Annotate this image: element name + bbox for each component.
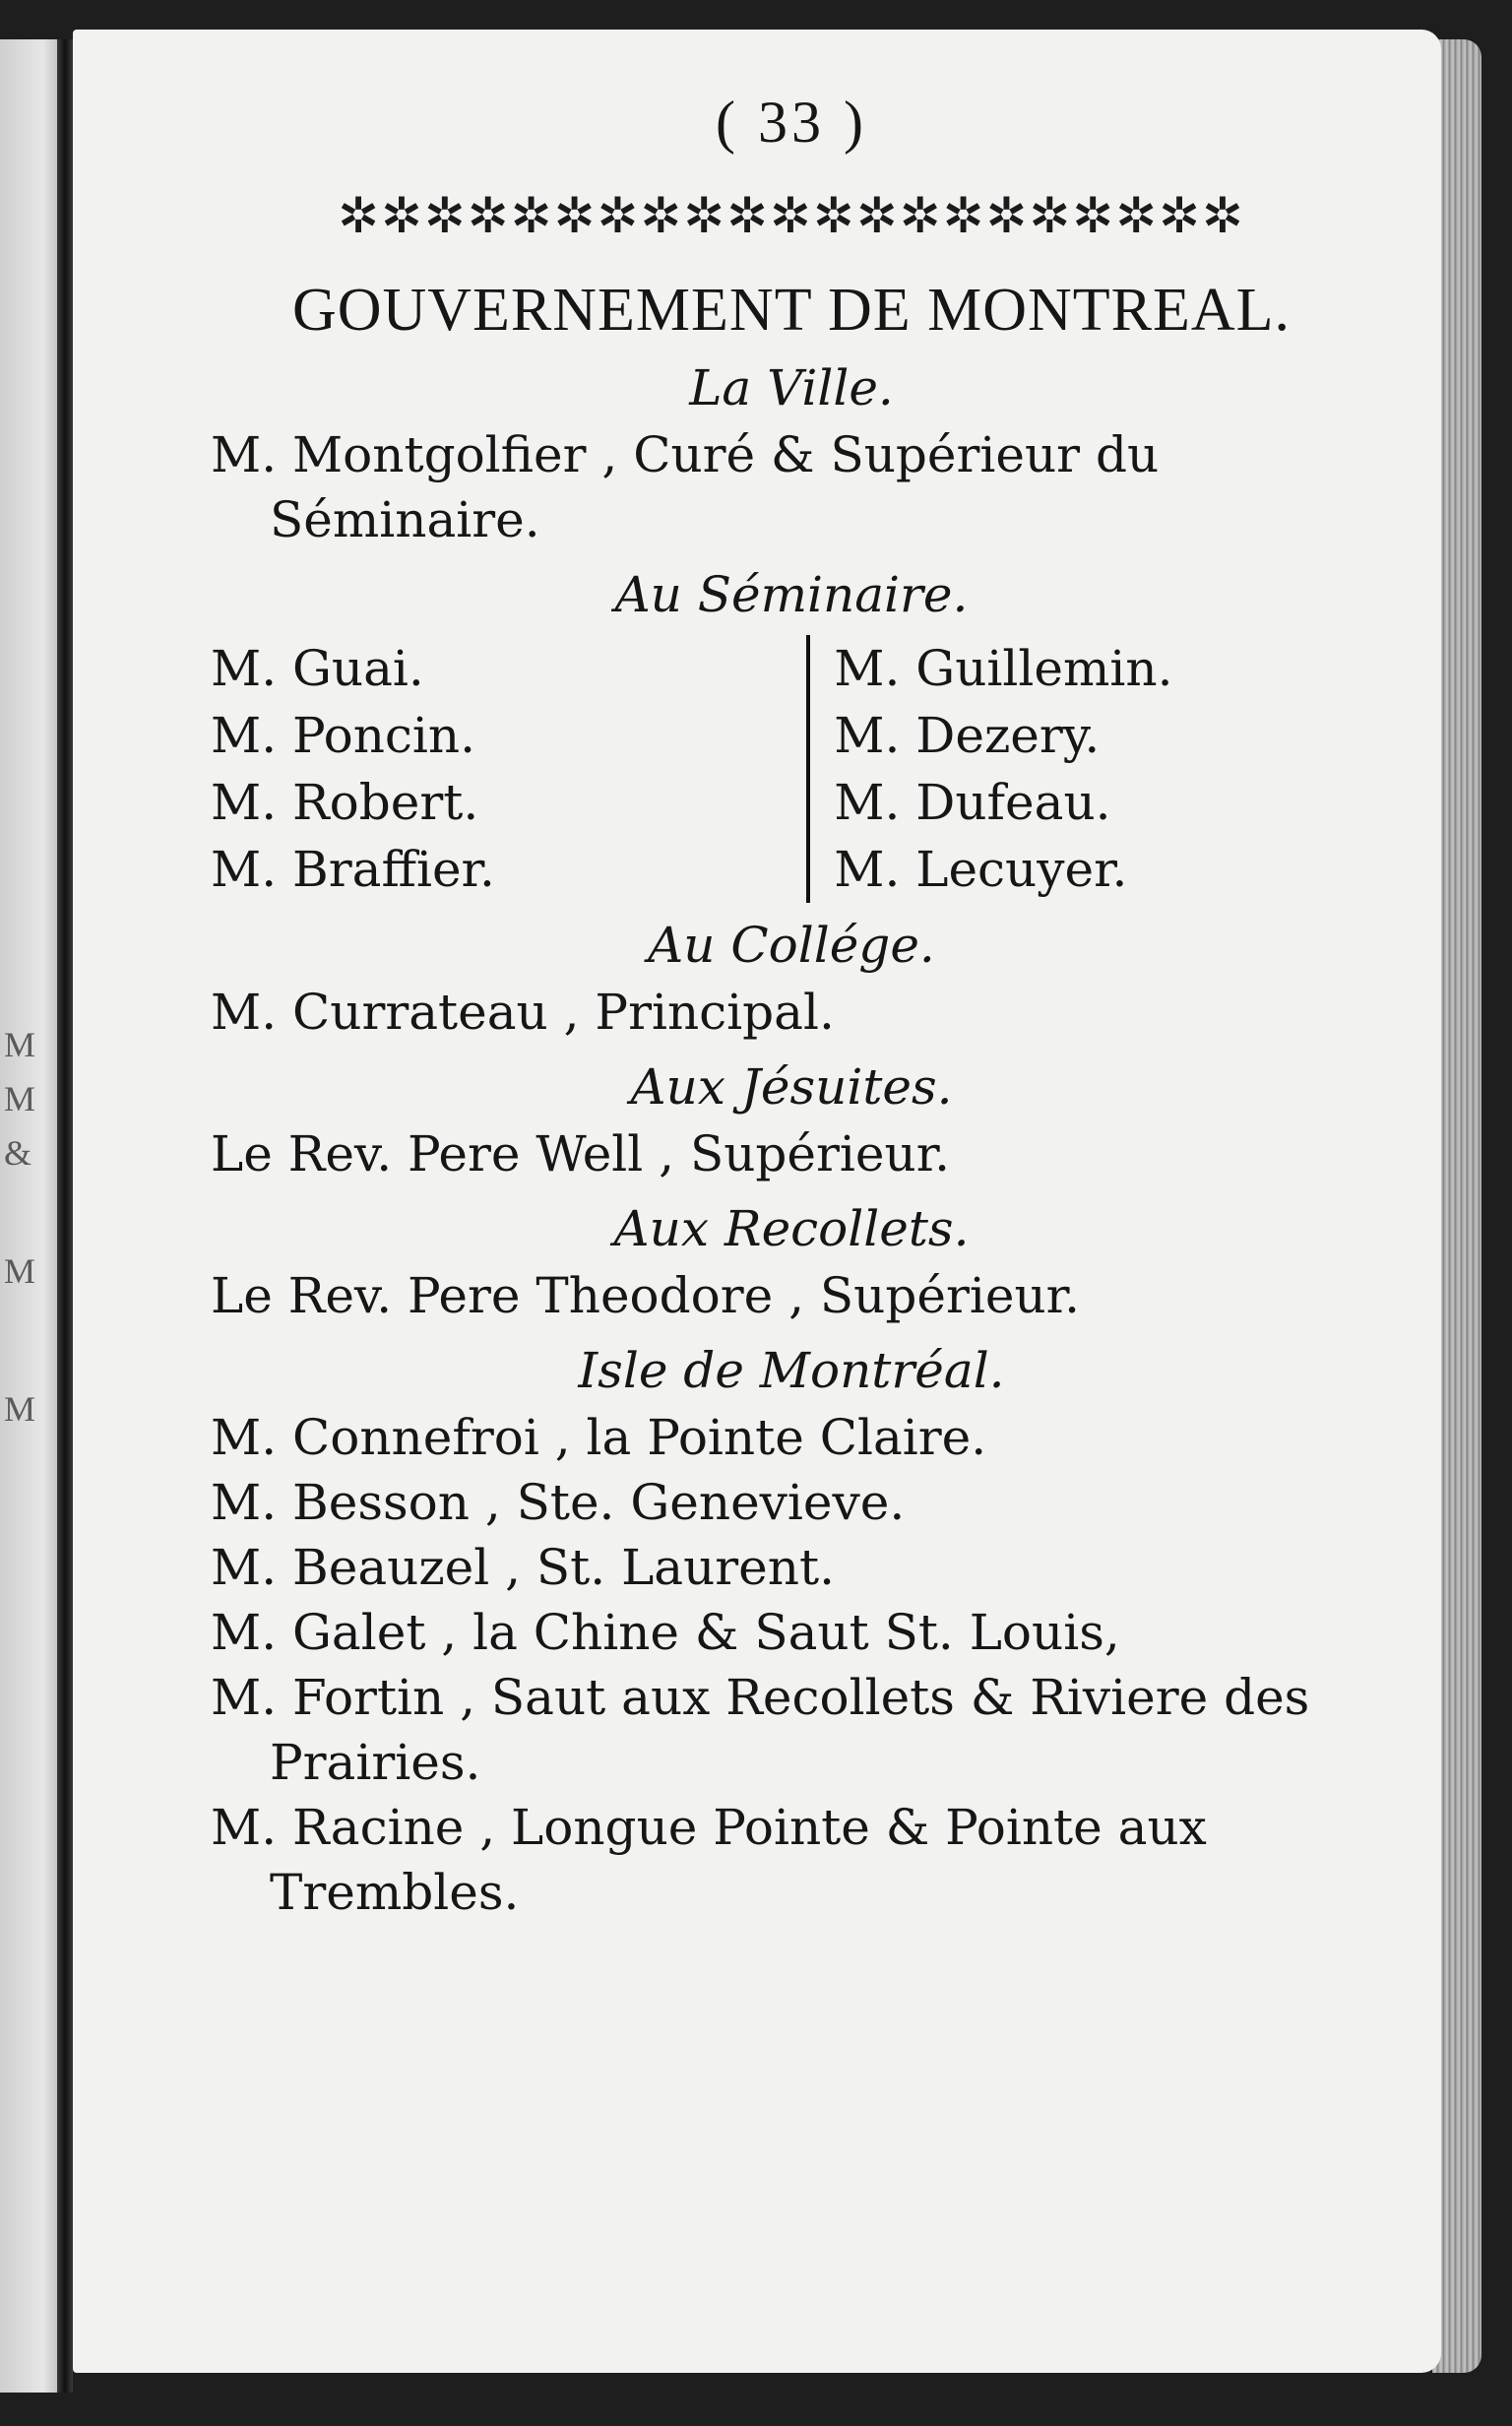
- entry: M. Braffier.: [211, 841, 495, 898]
- entry: M. Galet , la Chine & Saut St. Louis,: [211, 1604, 1120, 1661]
- entry: M. Poncin.: [211, 707, 475, 764]
- edge-letter: M: [4, 1025, 36, 1064]
- entry: M. Currateau , Principal.: [211, 984, 835, 1041]
- section-heading-college: Au Collége.: [648, 917, 935, 974]
- section-heading-jesuites: Aux Jésuites.: [630, 1058, 953, 1116]
- edge-letter: M: [4, 1389, 36, 1429]
- page-number: ( 33 ): [716, 90, 867, 155]
- edge-letter: M: [4, 1079, 36, 1118]
- page-title: GOUVERNEMENT DE MONTREAL.: [291, 277, 1292, 344]
- entry: M. Montgolfier , Curé & Supérieur du Séminaire.: [211, 426, 1160, 548]
- entry: M. Fortin , Saut aux Recollets & Riviere des Prairies.: [211, 1669, 1310, 1791]
- entry: M. Robert.: [211, 774, 479, 831]
- book-page: [73, 30, 1441, 2373]
- section-heading-recollets: Aux Recollets.: [613, 1200, 970, 1257]
- book-gutter: [57, 39, 73, 2393]
- edge-letter: M: [4, 1251, 36, 1291]
- entry: M. Beauzel , St. Laurent.: [211, 1539, 835, 1596]
- entry: M. Dezery.: [834, 707, 1101, 764]
- entry: M. Lecuyer.: [834, 841, 1128, 898]
- previous-page-edge: [0, 39, 61, 2393]
- section-heading-ville: La Ville.: [689, 359, 894, 416]
- entry: Le Rev. Pere Theodore , Supérieur.: [211, 1267, 1080, 1324]
- entry: Le Rev. Pere Well , Supérieur.: [211, 1125, 951, 1182]
- edge-letter: &: [4, 1133, 32, 1173]
- ornament-band: ✲✲✲✲✲✲✲✲✲✲✲✲✲✲✲✲✲✲✲✲✲: [338, 187, 1245, 244]
- section-heading-seminaire: Au Séminaire.: [614, 566, 969, 623]
- entry: M. Guai.: [211, 640, 424, 697]
- entry: M. Dufeau.: [834, 774, 1111, 831]
- page-content: [211, 89, 1372, 1925]
- section-heading-isle: Isle de Montréal.: [578, 1342, 1005, 1399]
- entry: M. Connefroi , la Pointe Claire.: [211, 1409, 987, 1466]
- entry: M. Racine , Longue Pointe & Pointe aux Trembles.: [211, 1799, 1207, 1921]
- entry: M. Guillemin.: [834, 640, 1173, 697]
- seminaire-left-column: [211, 635, 806, 903]
- seminaire-right-column: [806, 635, 1372, 903]
- entry: M. Besson , Ste. Genevieve.: [211, 1474, 906, 1531]
- seminaire-columns: [211, 635, 1372, 903]
